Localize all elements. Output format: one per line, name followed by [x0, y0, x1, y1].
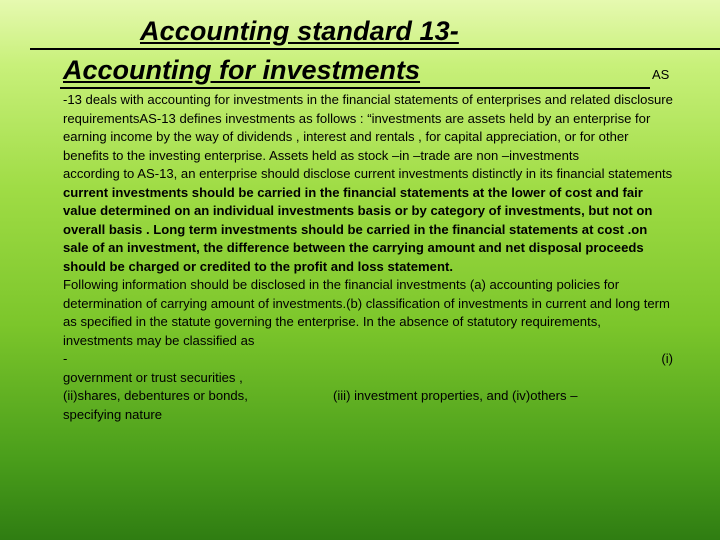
- item-ii: (ii)shares, debentures or bonds,: [63, 388, 248, 403]
- title-tail: AS: [652, 67, 670, 82]
- dash-text: -: [63, 351, 68, 366]
- paragraph-valuation: current investments should be carried in the financial statements at the lower of cost and fair value determined on an individual investments basis or by category of investments, but not on overall basis . Long term investments should be carried in the financial statements at cost .on sale of an investment, the difference between the carrying amount and net disposal proceeds should be charged or credited to the profit and loss statement.: [63, 184, 653, 274]
- title-text-1: Accounting standard 13-: [140, 16, 459, 46]
- line-specifying: specifying nature: [63, 406, 162, 422]
- item-iii: (iii) investment properties, and (iv)others –: [333, 388, 578, 403]
- paragraph-disclosure: according to AS-13, an enterprise should disclose current investments distinctly in its financial statements: [63, 166, 673, 181]
- title-text-2: Accounting for investments: [63, 55, 421, 85]
- item-i: (i): [661, 351, 673, 366]
- body-text: [63, 91, 673, 424]
- paragraph-following-info: Following information should be disclosed in the financial investments (a) accounting policies for determination of carrying amount of investments.(b) classification of investments in current and long term as specified in the statute governing the enterprise. In the absence of statutory requirements, investments may be classified as: [63, 277, 670, 348]
- title-line-1: [30, 18, 720, 50]
- title-line-2: [60, 55, 670, 89]
- paragraph-definition: -13 deals with accounting for investments in the financial statements of enterprises and related disclosure requirementsAS-13 defines investments as follows : “investments are assets held by an enterprise for earning income by the way of dividends , interest and rentals , for capital appreciation, or for other benefits to the investing enterprise. Assets held as stock –in –trade are non –investments: [63, 92, 673, 163]
- classification-row: [63, 350, 673, 369]
- line-government: government or trust securities ,: [63, 369, 243, 385]
- items-row: [63, 387, 673, 406]
